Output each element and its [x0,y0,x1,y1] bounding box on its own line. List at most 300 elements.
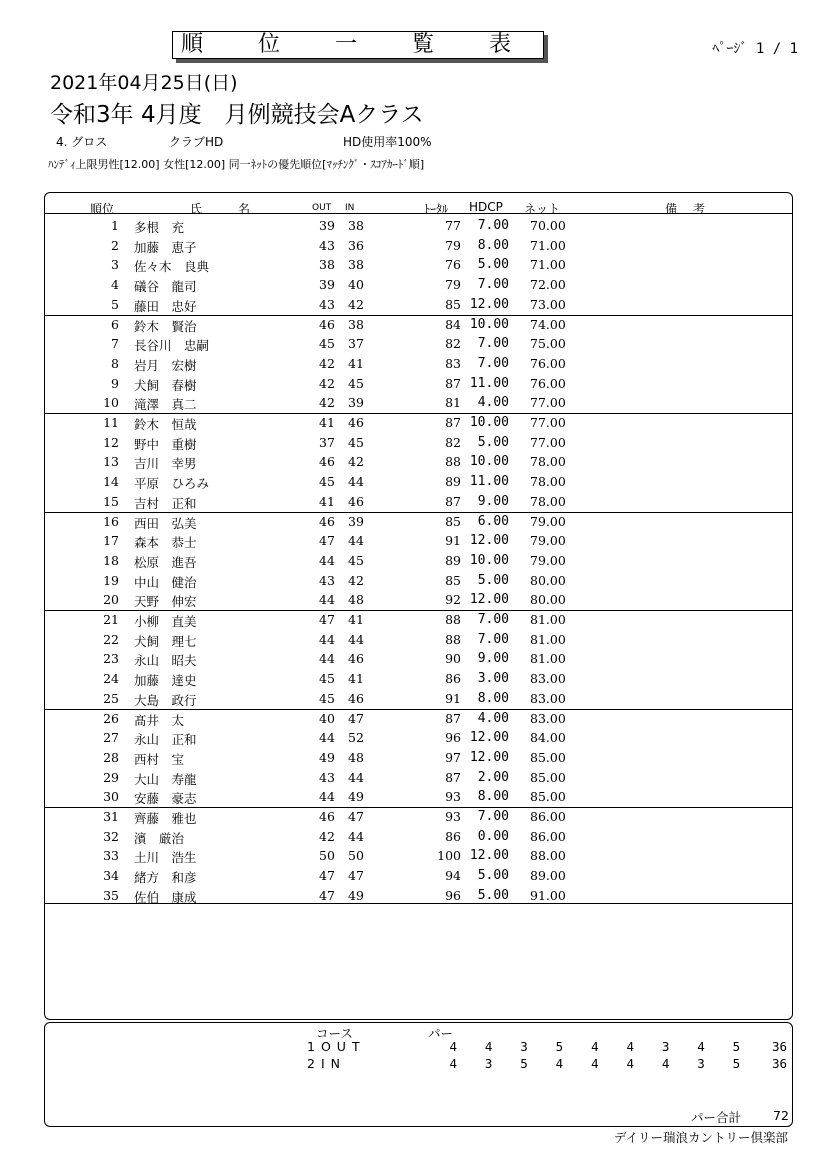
rank-cell: 11 [103,415,119,430]
event-date: 2021年04月25日(日) [50,72,238,94]
hole-par: 4 [484,1039,493,1054]
table-row [45,492,792,512]
name-cell: 大島 政行 [134,692,197,708]
table-row [45,452,792,472]
out-cell: 47 [319,887,335,903]
course-name: 1OUT [307,1039,366,1054]
hole-par: 5 [555,1039,564,1054]
table-end-divider [45,903,792,904]
out-cell: 40 [319,710,335,726]
header-divider [45,213,792,214]
table-row [45,689,792,709]
out-cell: 37 [319,434,335,450]
net-cell: 81.00 [530,631,566,647]
in-cell: 47 [348,710,364,726]
net-cell: 84.00 [530,730,566,746]
rank-cell: 21 [103,612,119,627]
in-cell: 38 [348,316,364,332]
hdcp-cell: 11.00 [469,474,509,490]
out-cell: 46 [319,454,335,470]
total-cell: 76 [445,257,461,273]
hole-par: 4 [626,1056,634,1071]
in-cell: 44 [348,631,364,647]
hdcp-cell: 12.00 [469,533,509,549]
hdcp-cell: 6.00 [477,513,509,529]
hdcp-cell: 7.00 [477,631,509,647]
net-cell: 71.00 [530,257,566,273]
header-total: ﾄｰﾀﾙ [424,202,449,216]
table-row [45,255,792,275]
hdcp-cell: 8.00 [477,690,509,706]
table-row [45,413,792,433]
table-row [45,354,792,374]
net-cell: 86.00 [530,828,566,844]
header-net: ネット [524,202,561,216]
name-cell: 藤田 忠好 [134,298,197,314]
hdcp-cell: 7.00 [477,336,509,352]
name-cell: 大山 寿龍 [134,771,197,787]
table-row [45,531,792,551]
header-note-2: 考 [693,202,706,216]
hdcp-cell: 12.00 [469,730,509,746]
out-cell: 44 [319,789,335,805]
rank-cell: 13 [103,454,119,470]
hole-par: 3 [661,1039,670,1054]
in-cell: 47 [348,809,364,824]
rank-cell: 15 [103,493,119,509]
hdcp-cell: 8.00 [477,237,509,253]
table-row [45,787,792,807]
total-cell: 89 [445,552,461,568]
hole-par: 4 [449,1056,457,1071]
table-row [45,295,792,315]
out-cell: 39 [319,277,335,293]
rank-cell: 34 [103,868,119,884]
total-cell: 91 [445,533,461,549]
name-cell: 加藤 達史 [134,673,197,689]
total-cell: 85 [445,296,461,312]
out-cell: 42 [319,828,335,844]
total-cell: 85 [445,572,461,588]
in-cell: 44 [348,533,364,549]
in-cell: 45 [348,375,364,391]
rank-cell: 27 [103,730,119,746]
in-cell: 46 [348,415,364,430]
in-cell: 42 [348,454,364,470]
net-cell: 72.00 [530,277,566,293]
table-row [45,709,792,729]
name-cell: 長谷川 忠嗣 [134,338,210,354]
table-row [45,768,792,788]
hdcp-cell: 5.00 [477,434,509,450]
name-cell: 西村 宝 [134,751,185,767]
ranking-table [44,192,793,1020]
rank-cell: 25 [103,690,119,706]
name-cell: 天野 伸宏 [134,594,197,610]
name-cell: 緒方 和彦 [134,870,197,886]
hole-par: 3 [697,1056,705,1071]
rank-cell: 24 [103,671,119,687]
total-cell: 88 [445,612,461,627]
total-cell: 87 [445,415,461,430]
out-cell: 42 [319,395,335,411]
in-cell: 49 [348,789,364,805]
name-cell: 野中 重樹 [134,436,197,452]
name-cell: 森本 恭士 [134,535,197,551]
par-total-value: 72 [773,1108,789,1123]
hole-par: 4 [449,1039,457,1054]
total-cell: 100 [437,848,461,864]
hdcp-cell: 4.00 [477,395,509,411]
handicap-rule: ﾊﾝﾃﾞｨ上限男性[12.00] 女性[12.00] 同一ﾈｯﾄの優先順位[ﾏｯﾁﾝｸﾞ・ｽｺｱｶｰﾄﾞ順] [48,158,425,171]
hdcp-cell: 7.00 [477,218,509,233]
total-cell: 85 [445,513,461,529]
table-row [45,334,792,354]
hdcp-cell: 9.00 [477,493,509,509]
out-cell: 46 [319,316,335,332]
course-par-table [44,1022,793,1127]
hdcp-cell: 10.00 [469,415,509,430]
net-cell: 71.00 [530,237,566,253]
net-cell: 85.00 [530,749,566,765]
header-note-1: 備 [665,202,678,216]
name-cell: 加藤 恵子 [134,239,197,255]
hdcp-cell: 10.00 [469,316,509,332]
total-cell: 82 [445,434,461,450]
hdcp-cell: 2.00 [477,769,509,785]
total-cell: 86 [445,828,461,844]
table-row [45,472,792,492]
name-cell: 永山 昭夫 [134,653,197,669]
in-cell: 39 [348,395,364,411]
net-cell: 70.00 [530,218,566,233]
in-cell: 36 [348,237,364,253]
out-cell: 39 [319,218,335,233]
name-cell: 佐々木 良典 [134,259,210,275]
net-cell: 78.00 [530,474,566,490]
hdcp-cell: 7.00 [477,355,509,371]
header-hdcp: HDCP [469,200,503,214]
total-cell: 90 [445,651,461,667]
in-cell: 42 [348,572,364,588]
net-cell: 76.00 [530,355,566,371]
table-row [45,512,792,532]
total-cell: 91 [445,690,461,706]
rank-cell: 28 [103,749,119,765]
rank-cell: 3 [111,257,119,273]
table-row [45,669,792,689]
rank-cell: 32 [103,828,119,844]
total-cell: 87 [445,710,461,726]
in-cell: 39 [348,513,364,529]
out-cell: 44 [319,592,335,608]
table-row [45,393,792,413]
rank-cell: 9 [111,375,119,391]
in-cell: 38 [348,257,364,273]
name-cell: 西田 弘美 [134,515,197,531]
name-cell: 平原 ひろみ [134,476,210,492]
out-cell: 42 [319,355,335,371]
total-cell: 94 [445,868,461,884]
in-cell: 41 [348,355,364,371]
hdcp-cell: 10.00 [469,552,509,568]
in-cell: 40 [348,277,364,293]
hdcp-cell: 11.00 [469,375,509,391]
table-row [45,728,792,748]
name-cell: 犬飼 理七 [134,633,197,649]
hole-par: 4 [661,1056,670,1071]
out-cell: 45 [319,336,335,352]
out-cell: 44 [319,730,335,746]
rank-cell: 7 [111,336,119,352]
name-cell: 犬飼 春樹 [134,377,197,393]
hdcp-cell: 10.00 [469,454,509,470]
hdcp-cell: 5.00 [477,257,509,273]
rank-cell: 18 [103,552,119,568]
hdcp-cell: 5.00 [477,572,509,588]
hdcp-cell: 12.00 [469,592,509,608]
rank-cell: 20 [103,592,119,608]
table-row [45,846,792,866]
hdcp-cell: 12.00 [469,749,509,765]
hdcp-cell: 4.00 [477,710,509,726]
name-cell: 鈴木 賢治 [134,318,197,334]
name-cell: 小柳 直美 [134,614,197,629]
out-cell: 44 [319,631,335,647]
total-cell: 79 [445,237,461,253]
net-cell: 79.00 [530,552,566,568]
hole-par: 5 [732,1056,741,1071]
hole-par: 4 [591,1056,599,1071]
name-cell: 中山 健治 [134,574,197,590]
total-cell: 87 [445,769,461,785]
handicap-rate: HD使用率100% [343,135,432,149]
hdcp-cell: 7.00 [477,277,509,293]
hole-par: 3 [484,1056,493,1071]
rank-cell: 5 [111,296,119,312]
name-cell: 吉村 正和 [134,495,197,511]
handicap-class: クラブHD [169,135,224,149]
rank-cell: 12 [103,434,119,450]
total-cell: 86 [445,671,461,687]
net-cell: 79.00 [530,513,566,529]
net-cell: 81.00 [530,612,566,627]
in-cell: 45 [348,434,364,450]
table-row [45,649,792,669]
rank-cell: 33 [103,848,119,864]
out-cell: 50 [319,848,335,864]
hole-par: 4 [555,1056,564,1071]
rank-cell: 4 [111,277,119,293]
net-cell: 81.00 [530,651,566,667]
in-cell: 46 [348,690,364,706]
out-cell: 44 [319,651,335,667]
header-name-1: 氏 [190,202,203,216]
net-cell: 89.00 [530,868,566,884]
hole-par: 5 [520,1056,528,1071]
total-cell: 88 [445,631,461,647]
total-cell: 87 [445,375,461,391]
net-cell: 83.00 [530,710,566,726]
out-cell: 41 [319,415,335,430]
in-cell: 44 [348,769,364,785]
name-cell: 土川 浩生 [134,850,197,866]
in-cell: 38 [348,218,364,233]
table-row [45,827,792,847]
net-cell: 77.00 [530,395,566,411]
out-cell: 49 [319,749,335,765]
in-cell: 48 [348,592,364,608]
in-cell: 42 [348,296,364,312]
out-cell: 42 [319,375,335,391]
net-cell: 76.00 [530,375,566,391]
out-cell: 46 [319,513,335,529]
total-cell: 97 [445,749,461,765]
out-cell: 45 [319,474,335,490]
rank-cell: 35 [103,887,119,903]
rank-cell: 22 [103,631,119,647]
out-cell: 41 [319,493,335,509]
net-cell: 91.00 [530,887,566,903]
hdcp-cell: 7.00 [477,809,509,824]
name-cell: 髙井 太 [134,712,185,728]
in-cell: 50 [348,848,364,864]
net-cell: 85.00 [530,789,566,805]
total-cell: 92 [445,592,461,608]
name-cell: 濱 厳治 [134,830,185,846]
total-cell: 77 [445,218,461,233]
net-cell: 78.00 [530,454,566,470]
hdcp-cell: 8.00 [477,789,509,805]
in-cell: 37 [348,336,364,352]
out-cell: 43 [319,572,335,588]
in-cell: 46 [348,493,364,509]
name-cell: 多根 充 [134,220,185,235]
scoring-type: 4. グロス [56,135,108,149]
rank-cell: 2 [111,237,119,253]
name-cell: 鈴木 恒哉 [134,417,197,432]
header-name-2: 名 [238,202,251,216]
out-cell: 46 [319,809,335,824]
in-cell: 45 [348,552,364,568]
net-cell: 86.00 [530,809,566,824]
name-cell: 礒谷 龍司 [134,279,197,295]
hdcp-cell: 0.00 [477,828,509,844]
table-row [45,610,792,630]
net-cell: 80.00 [530,592,566,608]
hdcp-cell: 9.00 [477,651,509,667]
out-cell: 47 [319,868,335,884]
net-cell: 85.00 [530,769,566,785]
hdcp-cell: 12.00 [469,296,509,312]
table-row [45,433,792,453]
in-cell: 41 [348,612,364,627]
rank-cell: 6 [111,316,119,332]
hdcp-cell: 12.00 [469,848,509,864]
total-cell: 79 [445,277,461,293]
in-cell: 48 [348,749,364,765]
net-cell: 88.00 [530,848,566,864]
total-cell: 93 [445,809,461,824]
total-cell: 93 [445,789,461,805]
rank-cell: 29 [103,769,119,785]
net-cell: 74.00 [530,316,566,332]
name-cell: 齊藤 雅也 [134,811,197,826]
total-cell: 87 [445,493,461,509]
course-label: コース [316,1026,353,1041]
name-cell: 滝澤 真二 [134,397,197,413]
rank-cell: 8 [111,355,119,371]
rank-cell: 31 [103,809,119,824]
course-name: 2IN [307,1056,346,1071]
par-total-label: パー合計 [691,1110,742,1125]
rank-cell: 26 [103,710,119,726]
net-cell: 79.00 [530,533,566,549]
header-out: OUT [312,203,332,213]
hdcp-cell: 5.00 [477,887,509,903]
out-cell: 47 [319,533,335,549]
in-cell: 41 [348,671,364,687]
rank-cell: 23 [103,651,119,667]
in-cell: 44 [348,474,364,490]
in-cell: 46 [348,651,364,667]
out-cell: 47 [319,612,335,627]
total-cell: 81 [445,395,461,411]
hdcp-cell: 3.00 [477,671,509,687]
total-cell: 82 [445,336,461,352]
hdcp-cell: 5.00 [477,868,509,884]
table-row [45,374,792,394]
page-number: ﾍﾟｰｼﾞ 1 / 1 [712,41,798,57]
table-row [45,866,792,886]
rank-cell: 14 [103,474,119,490]
table-row [45,236,792,256]
net-cell: 80.00 [530,572,566,588]
hole-par: 4 [591,1039,599,1054]
net-cell: 77.00 [530,415,566,430]
rank-cell: 19 [103,572,119,588]
out-cell: 38 [319,257,335,273]
club-name: デイリー瑞浪カントリー倶楽部 [613,1130,788,1145]
name-cell: 佐伯 康成 [134,889,197,905]
net-cell: 78.00 [530,493,566,509]
table-row [45,630,792,650]
name-cell: 永山 正和 [134,732,197,748]
hole-par: 3 [520,1039,528,1054]
course-par-total: 36 [771,1039,787,1054]
table-row [45,590,792,610]
in-cell: 49 [348,887,364,903]
par-label: パー [428,1026,454,1041]
total-cell: 83 [445,355,461,371]
total-cell: 96 [445,730,461,746]
table-row [45,315,792,335]
hole-par: 4 [697,1039,705,1054]
out-cell: 43 [319,296,335,312]
name-cell: 吉川 幸男 [134,456,197,472]
course-par-total: 36 [771,1056,787,1071]
hole-par: 4 [626,1039,634,1054]
hole-par: 5 [732,1039,741,1054]
net-cell: 83.00 [530,690,566,706]
table-row [45,216,792,236]
page-title: 順 位 一 覧 表 [172,31,544,59]
net-cell: 83.00 [530,671,566,687]
total-cell: 89 [445,474,461,490]
header-rank: 順位 [90,202,115,216]
table-row [45,275,792,295]
out-cell: 43 [319,769,335,785]
